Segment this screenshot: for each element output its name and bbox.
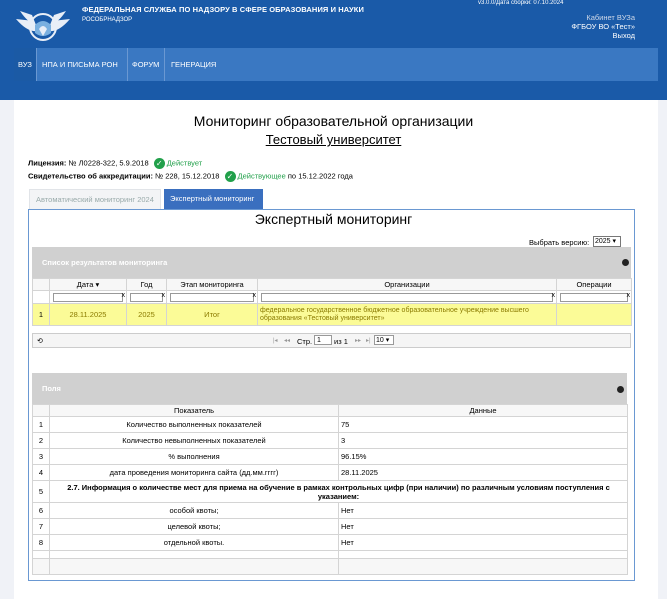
row-value: Нет <box>339 519 628 535</box>
empty-cell <box>339 551 628 559</box>
build-version: v3.0.0/Дата сборки: 07.10.2024 <box>478 0 564 6</box>
filter-row <box>33 291 632 304</box>
cabinet-label: Кабинет ВУЗа <box>586 13 635 22</box>
row-value: Нет <box>339 535 628 551</box>
check-icon: ✓ <box>225 171 236 182</box>
row-stage: Итог <box>167 304 258 326</box>
filter-cell <box>50 291 127 304</box>
table-row[interactable] <box>33 535 628 551</box>
dropdown-icon: ▾ <box>612 238 617 245</box>
collapse-icon[interactable] <box>617 386 624 393</box>
rows-per-page-value: 10 <box>376 337 384 344</box>
nav-separator <box>164 48 165 81</box>
license-status: Действует <box>166 158 203 168</box>
row-indicator: целевой квоты; <box>50 519 339 535</box>
table-row[interactable] <box>33 503 628 519</box>
table-row[interactable] <box>33 304 632 326</box>
prev-page-icon[interactable]: ◂◂ <box>284 338 291 344</box>
col-year[interactable]: Год <box>127 279 167 291</box>
row-number: 6 <box>33 503 50 519</box>
filter-stage[interactable] <box>170 293 254 302</box>
table-row[interactable] <box>33 519 628 535</box>
table-row[interactable] <box>33 481 628 503</box>
page-input[interactable]: 1 <box>314 335 332 345</box>
col-organizations[interactable]: Организации <box>258 279 557 291</box>
filter-date[interactable] <box>53 293 123 302</box>
clear-icon[interactable]: x <box>121 292 125 299</box>
page-label: Стр. <box>297 337 313 346</box>
emblem-logo <box>14 3 72 47</box>
empty-cell <box>33 551 50 559</box>
row-value: 96.15% <box>339 449 628 465</box>
table-row[interactable] <box>33 417 628 433</box>
row-value: 75 <box>339 417 628 433</box>
nav-item-vuz[interactable]: ВУЗ <box>14 48 36 81</box>
filter-organizations[interactable] <box>261 293 553 302</box>
filter-cell <box>167 291 258 304</box>
university-title[interactable]: Тестовый университет <box>265 132 402 147</box>
row-indicator: отдельной квоты. <box>50 535 339 551</box>
first-page-icon[interactable]: |◂ <box>273 338 278 344</box>
page-title: Мониторинг образовательной организации <box>193 113 474 129</box>
row-number: 5 <box>33 481 50 503</box>
dropdown-icon: ▾ <box>385 337 390 344</box>
clear-icon[interactable]: x <box>161 292 165 299</box>
main-nav <box>14 48 658 81</box>
filter-operations[interactable] <box>560 293 628 302</box>
results-header-row <box>33 279 632 291</box>
row-indicator: Количество выполненных показателей <box>50 417 339 433</box>
filter-year[interactable] <box>130 293 163 302</box>
version-label: Выбрать версию: <box>529 238 590 247</box>
refresh-icon[interactable]: ⟲ <box>37 338 43 345</box>
filter-cell <box>33 291 50 304</box>
version-value: 2025 <box>595 238 611 245</box>
clear-icon[interactable]: x <box>551 292 555 299</box>
col-data[interactable]: Данные <box>339 405 628 417</box>
empty-cell <box>33 559 50 575</box>
row-indicator: особой квоты; <box>50 503 339 519</box>
filter-cell <box>557 291 632 304</box>
clear-icon[interactable]: x <box>626 292 630 299</box>
page-count: из 1 <box>334 337 348 346</box>
results-table <box>32 278 632 326</box>
org-subtitle: РОСОБРНАДЗОР <box>82 17 133 23</box>
row-value: Нет <box>339 503 628 519</box>
accreditation-until: по 15.12.2022 года <box>287 171 353 181</box>
row-number: 1 <box>33 304 50 326</box>
collapse-icon[interactable] <box>622 259 629 266</box>
row-section-heading: 2.7. Информация о количестве мест для приема на обучение в рамках контрольных цифр (при наличии) по различным условиям поступления с указанием: <box>50 481 628 503</box>
next-page-icon[interactable]: ▸▸ <box>355 338 362 344</box>
nav-item-generation[interactable]: ГЕНЕРАЦИЯ <box>171 60 217 69</box>
accreditation-label: Свидетельство об аккредитации: <box>28 171 153 181</box>
col-stage[interactable]: Этап мониторинга <box>167 279 258 291</box>
pager <box>32 333 631 348</box>
row-value: 28.11.2025 <box>339 465 628 481</box>
expert-title: Экспертный мониторинг <box>254 211 413 227</box>
row-indicator: дата проведения мониторинга сайта (дд.мм.гггг) <box>50 465 339 481</box>
university-link[interactable]: ФГБОУ ВО «Тест» <box>571 22 635 31</box>
table-row[interactable] <box>33 433 628 449</box>
nav-item-npa[interactable]: НПА И ПИСЬМА РОН <box>42 60 118 69</box>
license-label: Лицензия: <box>28 158 67 168</box>
empty-cell <box>50 551 339 559</box>
row-value: 3 <box>339 433 628 449</box>
row-indicator: % выполнения <box>50 449 339 465</box>
row-number: 1 <box>33 417 50 433</box>
row-date: 28.11.2025 <box>50 304 127 326</box>
clear-icon[interactable]: x <box>252 292 256 299</box>
check-icon: ✓ <box>154 158 165 169</box>
row-number: 4 <box>33 465 50 481</box>
nav-separator <box>36 48 37 81</box>
tab-auto-monitoring[interactable]: Автоматический мониторинг 2024 <box>29 189 161 209</box>
accreditation-status: Действующее <box>237 171 286 181</box>
fields-header-row <box>33 405 628 417</box>
table-row[interactable] <box>33 449 628 465</box>
col-rownum <box>33 405 50 417</box>
row-operations[interactable] <box>557 304 632 326</box>
row-number: 2 <box>33 433 50 449</box>
row-number: 7 <box>33 519 50 535</box>
row-organization: федеральное государственное бюджетное образовательное учреждение высшего образования «Тестовый университет» <box>258 304 557 326</box>
empty-cell <box>50 559 339 575</box>
row-number: 8 <box>33 535 50 551</box>
license-value: № Л0228-322, 5.9.2018 <box>68 158 149 168</box>
org-title: ФЕДЕРАЛЬНАЯ СЛУЖБА ПО НАДЗОРУ В СФЕРЕ ОБРАЗОВАНИЯ И НАУКИ <box>82 5 364 14</box>
tab-expert-monitoring[interactable]: Экспертный мониторинг <box>164 189 263 209</box>
footer-row <box>33 559 628 575</box>
row-number: 3 <box>33 449 50 465</box>
license-line <box>28 158 202 169</box>
nav-item-forum[interactable]: ФОРУМ <box>132 60 160 69</box>
fields-table <box>32 404 628 575</box>
filter-cell <box>258 291 557 304</box>
empty-cell <box>339 559 628 575</box>
accreditation-line <box>28 171 353 182</box>
table-row <box>33 551 628 559</box>
col-indicator[interactable]: Показатель <box>50 405 339 417</box>
col-date[interactable]: Дата ▾ <box>50 279 127 291</box>
version-select[interactable] <box>593 236 621 247</box>
fields-caption: Поля <box>32 373 627 404</box>
col-rownum <box>33 279 50 291</box>
filter-cell <box>127 291 167 304</box>
last-page-icon[interactable]: ▸| <box>366 338 371 344</box>
col-operations[interactable]: Операции <box>557 279 632 291</box>
exit-link[interactable]: Выход <box>612 31 635 40</box>
results-caption: Список результатов мониторинга <box>32 247 631 278</box>
accreditation-value: № 228, 15.12.2018 <box>155 171 220 181</box>
row-indicator: Количество невыполненных показателей <box>50 433 339 449</box>
table-row[interactable] <box>33 465 628 481</box>
rows-per-page-select[interactable] <box>374 335 394 345</box>
row-year: 2025 <box>127 304 167 326</box>
